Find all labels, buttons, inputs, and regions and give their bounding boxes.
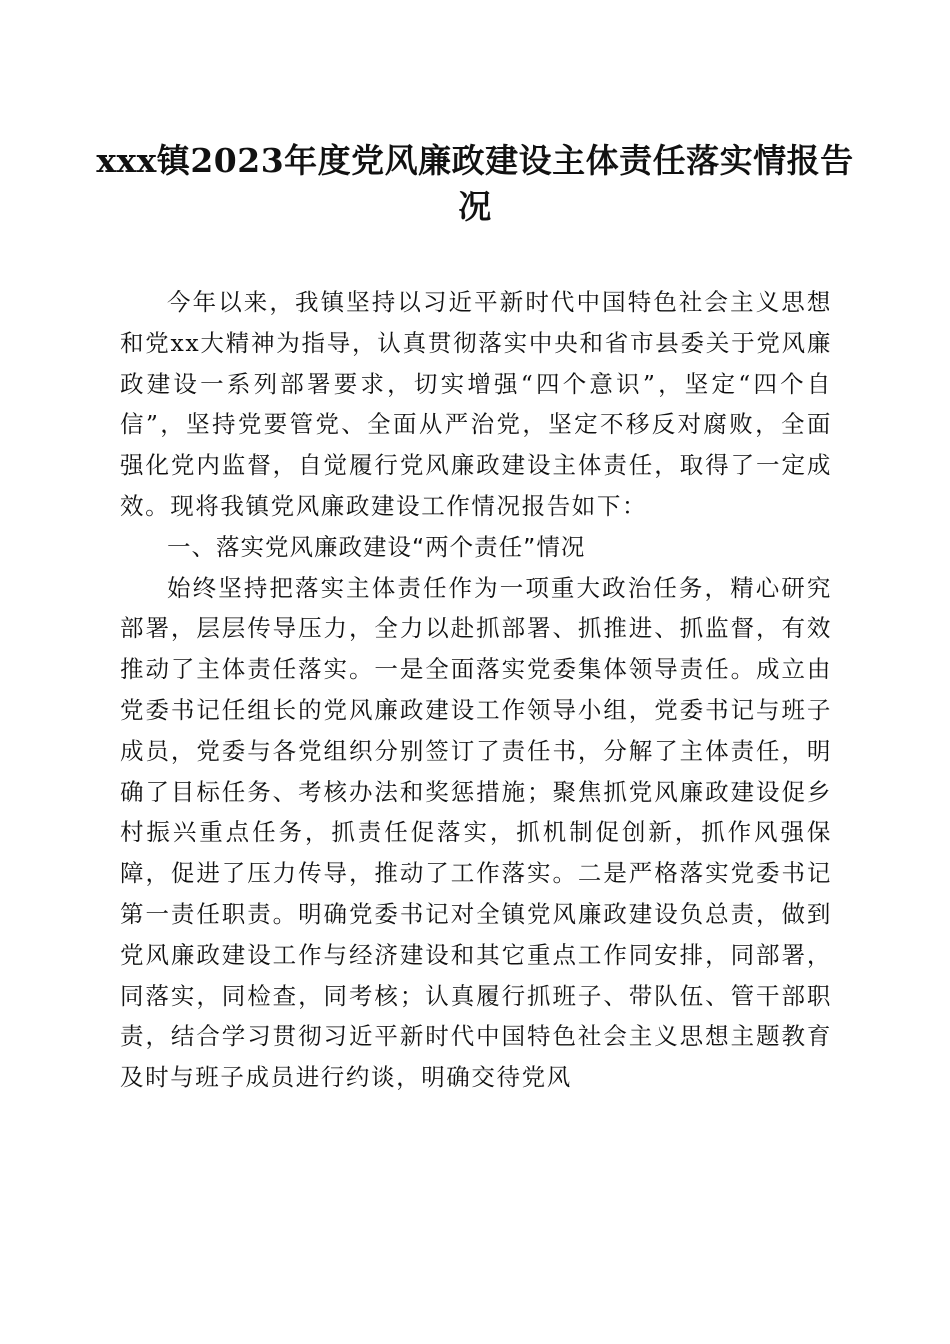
section-1-paragraph: 始终坚持把落实主体责任作为一项重大政治任务，精心研究部署，层层传导压力，全力以赴抓部署、抓推进、抓监督，有效推动了主体责任落实。一是全面落实党委集体领导责任。成立由党委书记任组长的党风廉政建设工作领导小组，党委书记与班子成员，党委与各党组织分别签订了责任书，分解了主体责任，明确了目标任务、考核办法和奖惩措施；聚焦抓党风廉政建设促乡村振兴重点任务，抓责任促落实，抓机制促创新，抓作风强保障，促进了压力传导，推动了工作落实。二是严格落实党委书记第一责任职责。明确党委书记对全镇党风廉政建设负总责，做到党风廉政建设工作与经济建设和其它重点工作同安排，同部署，同落实，同检查，同考核；认真履行抓班子、带队伍、管干部职责，结合学习贯彻习近平新时代中国特色社会主义思想主题教育及时与班子成员进行约谈，明确交待党风 xyxy=(120,573,832,1092)
document-body xyxy=(120,282,832,1098)
document-title: xxx镇2023年度党风廉政建设主体责任落实情报告况 xyxy=(96,141,854,226)
intro-paragraph: 今年以来，我镇坚持以习近平新时代中国特色社会主义思想和党xx大精神为指导，认真贯彻落实中央和省市县委关于党风廉政建设一系列部署要求，切实增强“四个意识”，坚定“四个自信”，坚持党要管党、全面从严治党，坚定不移反对腐败，全面强化党内监督，自觉履行党风廉政建设主体责任，取得了一定成效。现将我镇党风廉政建设工作情况报告如下： xyxy=(120,288,832,520)
section-heading-1: 一、落实党风廉政建设“两个责任”情况 xyxy=(167,532,586,561)
